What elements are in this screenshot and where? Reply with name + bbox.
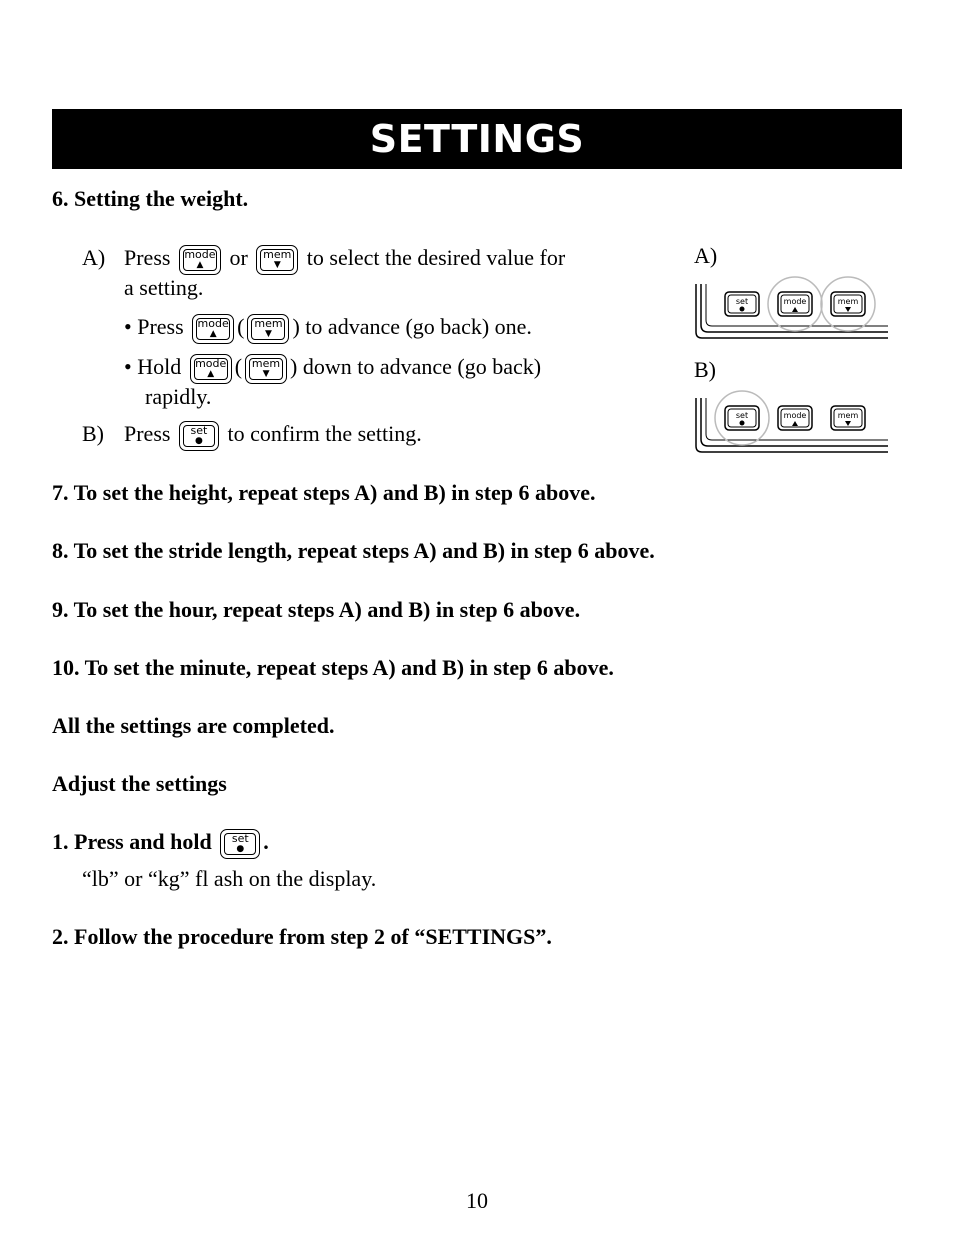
svg-text:set: set [735,411,749,420]
diagram-label-b: B) [694,357,716,382]
svg-text:set: set [735,297,749,306]
bullet2-text: ) down to advance (go back) [290,354,542,379]
paren-open: ( [234,354,243,379]
bullet-advance-rapid [124,354,541,384]
adjust-step-1-label: 1. Press and hold [52,829,212,854]
step-b-letter: B) [82,421,104,446]
svg-text:mode: mode [783,297,807,306]
period: . [263,829,269,854]
set-button-icon: set ● [179,421,219,451]
device-diagram-b [690,384,890,456]
mode-button-icon: mode ▲ [179,245,221,275]
step-b-line [124,421,422,451]
step-b-text: to confirm the setting. [227,421,422,446]
bullet-marker: • [124,314,132,339]
step-7: 7. To set the height, repeat steps A) and B) in step 6 above. [52,480,596,505]
step-10: 10. To set the minute, repeat steps A) and B) in step 6 above. [52,655,614,680]
bullet1-text: ) to advance (go back) one. [292,314,532,339]
step6-heading: 6. Setting the weight. [52,186,249,211]
step-9: 9. To set the hour, repeat steps A) and B) in step 6 above. [52,597,581,622]
mem-button-icon: mem ▼ [245,354,287,384]
mem-button-icon: mem ▼ [256,245,298,275]
bullet2-text2: rapidly. [145,384,212,409]
svg-text:mem: mem [837,411,859,420]
step-a-or: or [229,245,248,270]
page-title: SETTINGS [369,117,585,161]
step-a-letter: A) [82,245,106,270]
bullet1-press: Press [137,314,184,339]
diagram-label-a: A) [694,243,718,268]
set-button-icon: set ● [220,829,260,859]
section-banner [52,109,902,169]
settings-completed: All the settings are completed. [52,713,335,738]
paren-open: ( [237,314,245,339]
mode-button-icon: mode ▲ [190,354,232,384]
adjust-step-1-note: “lb” or “kg” fl ash on the display. [82,866,377,891]
device-diagram-a [690,270,890,342]
adjust-step-2: 2. Follow the procedure from step 2 of “SETTINGS”. [52,924,552,949]
mode-button-icon: mode ▲ [192,314,234,344]
step-a-press: Press [124,245,171,270]
adjust-heading: Adjust the settings [52,771,227,796]
bullet2-hold: Hold [137,354,182,379]
adjust-step-1 [52,829,269,859]
mem-button-icon: mem ▼ [247,314,289,344]
page-number: 10 [466,1188,488,1213]
step-b-press: Press [124,421,171,446]
bullet-marker: • [124,354,132,379]
step-a-text1: to select the desired value for [306,245,566,270]
svg-text:mem: mem [837,297,859,306]
step-a-text2: a setting. [124,275,204,300]
bullet-advance-one [124,314,532,344]
svg-text:mode: mode [783,411,807,420]
step-a-line1 [124,245,565,275]
step-8: 8. To set the stride length, repeat steps A) and B) in step 6 above. [52,538,655,563]
